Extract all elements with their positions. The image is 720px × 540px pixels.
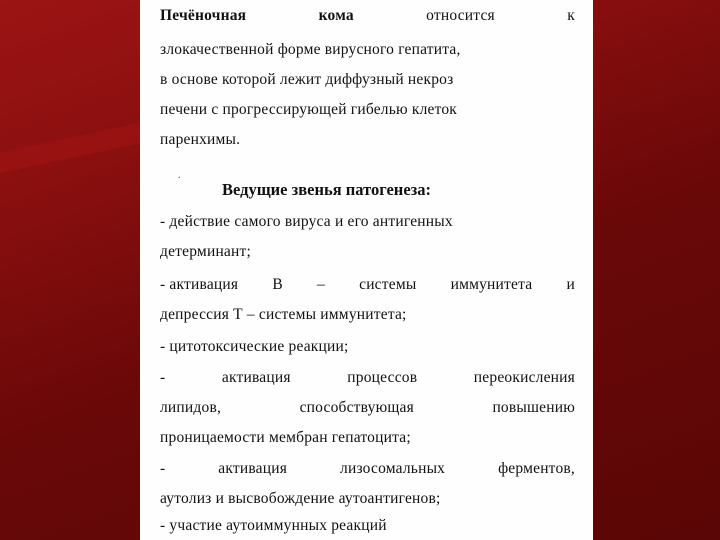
item-4b-word-2: способствующая (299, 399, 414, 416)
item-2-line-1 (160, 275, 575, 295)
item-2-word-5: иммунитета (450, 276, 533, 293)
item-5-word-4: ферментов, (498, 460, 575, 477)
item-4-word-3: процессов (347, 369, 418, 386)
item-2-word-2: В (272, 276, 283, 293)
item-6-line-1: - участие аутоиммунных реакций (160, 517, 387, 534)
item-4-line-3: проницаемости мембран гепатоцита; (160, 429, 411, 446)
item-5-word-3: лизосомальных (340, 460, 446, 477)
stray-dot: . (178, 170, 181, 181)
item-4b-word-1: липидов, (160, 399, 222, 416)
intro-line-2: злокачественной форме вирусного гепатита, (160, 41, 461, 58)
item-1-line-2: детерминант; (160, 243, 251, 260)
item-3-line-1: - цитотоксические реакции; (160, 338, 349, 355)
item-4-line-1 (160, 368, 575, 388)
item-5-word-2: активация (218, 460, 288, 477)
intro-word-3: относится (426, 7, 495, 24)
item-2-word-6: и (566, 276, 575, 293)
item-4-line-2 (160, 398, 575, 418)
intro-line-3: в основе которой лежит диффузный некроз (160, 71, 454, 88)
section-heading: Ведущие звенья патогенеза: (222, 180, 432, 199)
item-5-word-1: - (160, 460, 166, 477)
item-5-line-2: аутолиз и высвобождение аутоантигенов; (160, 490, 441, 507)
item-5-line-1 (160, 459, 575, 479)
intro-word-4: к (567, 7, 575, 24)
document-page (140, 0, 593, 540)
item-4-word-4: переокисления (473, 369, 575, 386)
intro-line-1 (160, 6, 575, 26)
item-2-word-1: - активация (160, 276, 239, 293)
item-2-word-4: системы (359, 276, 417, 293)
item-4-word-1: - (160, 369, 166, 386)
intro-line-4: печени с прогрессирующей гибелью клеток (160, 101, 458, 118)
item-2-word-3: – (317, 276, 325, 293)
term-liver-coma-word1: Печёночная (160, 7, 247, 24)
item-4-word-2: активация (221, 369, 291, 386)
item-2-line-2: депрессия Т – системы иммунитета; (160, 306, 407, 323)
intro-line-5: паренхимы. (160, 131, 241, 148)
item-1-line-1: - действие самого вируса и его антигенных (160, 213, 453, 230)
item-4b-word-3: повышению (492, 399, 575, 416)
term-liver-coma-word2: кома (318, 7, 354, 24)
